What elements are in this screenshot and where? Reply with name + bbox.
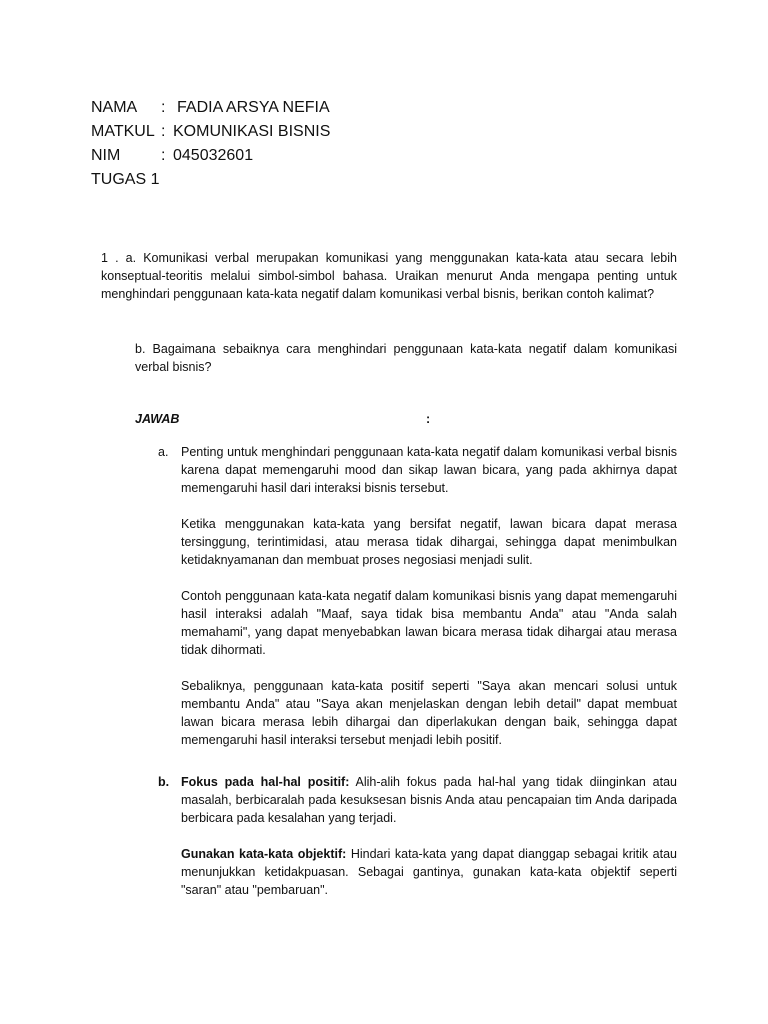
answer-a-paragraph: Penting untuk menghindari penggunaan kata-kata negatif dalam komunikasi verbal bisnis karena dapat memengaruhi mood dan sikap lawan bicara, yang pada akhirnya dapat memengaruhi hasil dari interaksi bisnis tersebut. [181, 445, 677, 495]
answer-b-point-title: Gunakan kata-kata objektif: [181, 847, 347, 861]
nim-separator: : [161, 147, 166, 164]
answer-a-paragraph: Sebaliknya, penggunaan kata-kata positif seperti "Saya akan mencari solusi untuk membantu Anda" atau "Saya akan menjelaskan dengan lebih detail" dapat membuat lawan bicara merasa lebih dihargai dan diperlakukan dengan baik, sehingga dapat memengaruhi hasil interaksi tersebut menjadi lebih positif. [181, 679, 677, 747]
answer-b-paragraph [181, 773, 677, 827]
tugas-row [91, 168, 330, 192]
answer-b-point-text: Hindari kata-kata yang dapat dianggap sebagai kritik atau menunjukkan ketidakpuasan. Sebagai gantinya, gunakan kata-kata objektif seperti "saran" atau "pembaruan". [181, 847, 677, 897]
answer-a-paragraph: Contoh penggunaan kata-kata negatif dalam komunikasi bisnis yang dapat memengaruhi hasil interaksi adalah "Maaf, saya tidak bisa membantu Anda" atau "Anda salah memahami", yang dapat menyebabkan lawan bicara merasa tidak dihargai atau merasa tidak dihormati. [181, 589, 677, 657]
nim-value: 045032601 [173, 147, 254, 164]
answer-b-point-title: Fokus pada hal-hal positif: [181, 775, 350, 789]
answer-a-body [181, 443, 677, 767]
jawab-heading: JAWAB [135, 412, 180, 426]
tugas-label: TUGAS 1 [91, 171, 160, 188]
question-a: 1 . a. Komunikasi verbal merupakan komunikasi yang menggunakan kata-kata atau secara lebih konseptual-teoritis melalui simbol-simbol bahasa. Uraikan menurut Anda mengapa penting untuk menghindari penggunaan kata-kata negatif dalam komunikasi verbal bisnis, berikan contoh kalimat? [101, 251, 677, 301]
nama-value: FADIA ARSYA NEFIA [177, 99, 330, 116]
answer-b-marker: b. [158, 775, 170, 789]
nama-row [91, 96, 330, 120]
nama-label: NAMA [91, 99, 138, 116]
question-b: b. Bagaimana sebaiknya cara menghindari penggunaan kata-kata negatif dalam komunikasi verbal bisnis? [135, 342, 677, 374]
nim-label: NIM [91, 147, 121, 164]
nama-separator: : [161, 99, 166, 116]
answer-b-body [181, 773, 677, 917]
matkul-label: MATKUL [91, 123, 155, 140]
nim-row [91, 144, 330, 168]
answer-b-point-text: Alih-alih fokus pada hal-hal yang tidak diinginkan atau masalah, berbicaralah pada kesuksesan bisnis Anda atau pencapaian tim Anda daripada berbicara pada kesalahan yang terjadi. [181, 775, 677, 825]
matkul-row [91, 120, 330, 144]
answer-b-paragraph [181, 845, 677, 899]
matkul-value: KOMUNIKASI BISNIS [173, 123, 331, 140]
answer-a-marker: a. [158, 445, 169, 459]
jawab-colon: : [426, 412, 431, 426]
matkul-separator: : [161, 123, 166, 140]
answer-a-paragraph: Ketika menggunakan kata-kata yang bersifat negatif, lawan bicara dapat merasa tersinggung, terintimidasi, atau merasa tidak dihargai, sehingga dapat menimbulkan ketidaknyamanan dan membuat proses negosiasi menjadi sulit. [181, 517, 677, 567]
student-header [91, 96, 330, 192]
